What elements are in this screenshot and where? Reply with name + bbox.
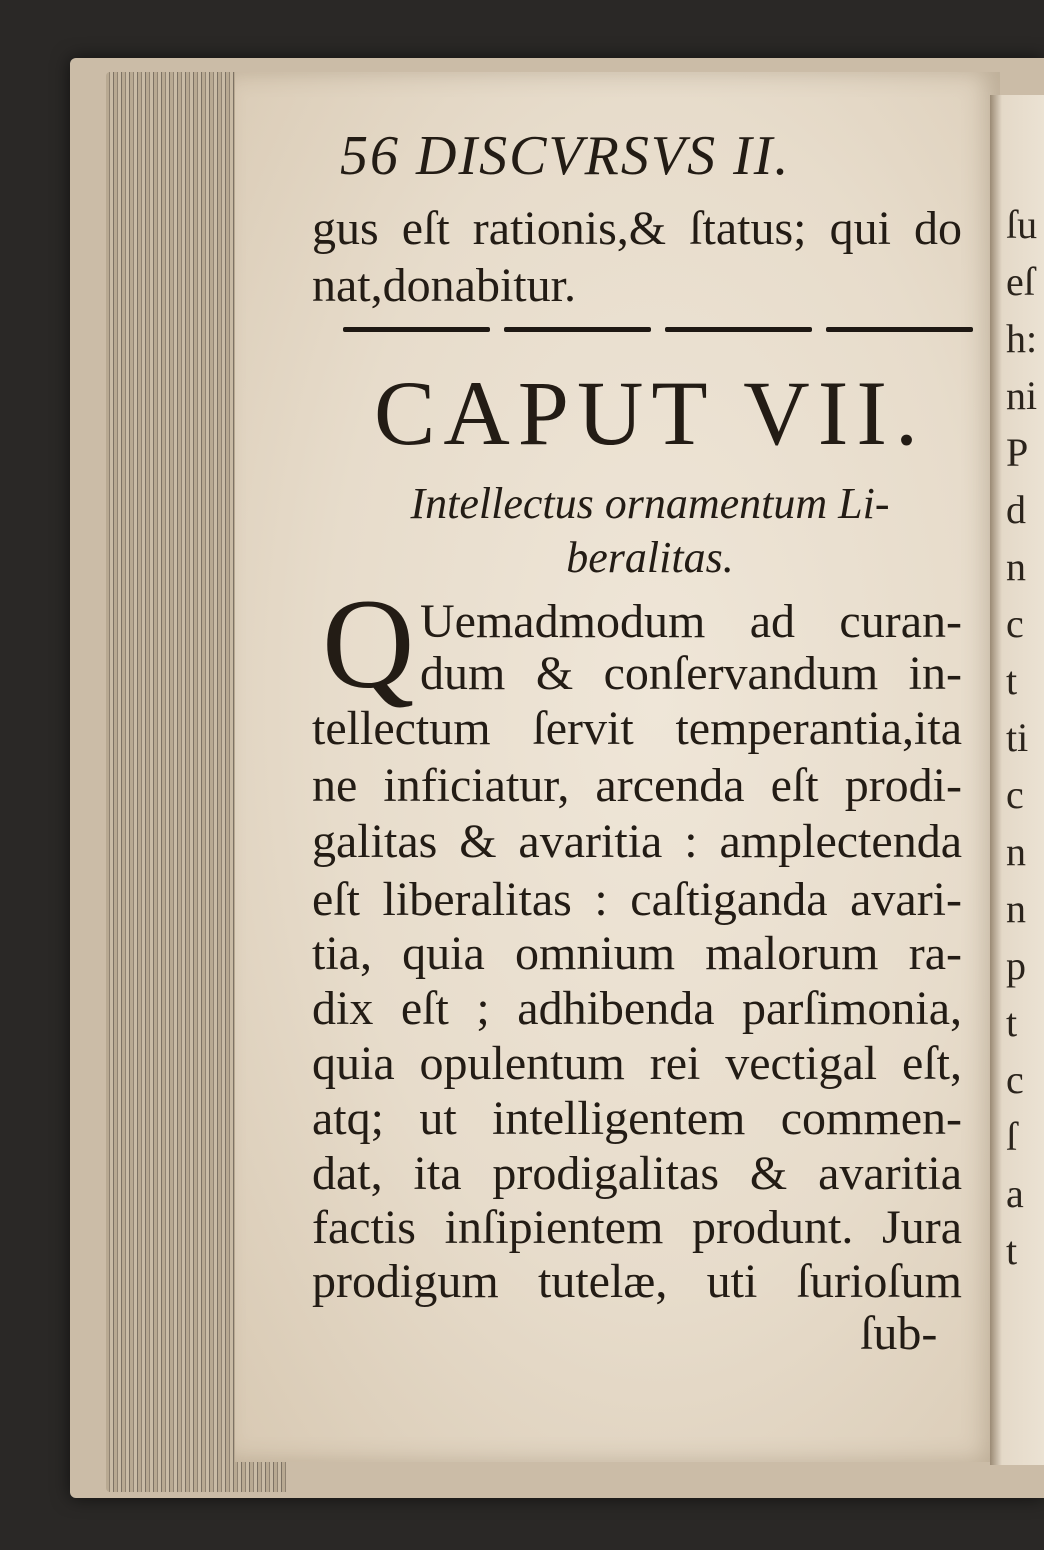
drop-capital: Q (322, 573, 415, 715)
body-line: dix eſt ; adhibenda parſimonia, (312, 982, 962, 1035)
facing-page-fragment: P (1006, 430, 1029, 475)
body-line: atq; ut intelligentem commen- (312, 1092, 962, 1145)
facing-page-fragment: ni (1006, 373, 1038, 418)
section-divider (343, 327, 973, 335)
body-line: quia opulentum rei vectigal eſt, (312, 1037, 962, 1090)
facing-page-fragment: ti (1006, 715, 1029, 760)
facing-page-fragment: ſu (1006, 202, 1038, 247)
facing-page-fragment: t (1006, 658, 1018, 703)
body-line: tia, quia omnium malorum ra- (312, 927, 962, 980)
facing-page-fragment: d (1006, 487, 1026, 532)
facing-page-fragment: eſ (1006, 259, 1035, 304)
body-line: dat, ita prodigalitas & avaritia (312, 1147, 962, 1200)
facing-page-fragment: p (1006, 943, 1026, 988)
body-line: dum & conſervandum in- (420, 647, 962, 700)
catchword: ſub- (860, 1307, 938, 1360)
facing-page-fragment: n (1006, 886, 1026, 931)
body-line: prodigum tutelæ, uti ſurioſum (312, 1255, 962, 1308)
facing-page-fragment: c (1006, 772, 1024, 817)
facing-page-fragment: t (1006, 1000, 1018, 1045)
body-line: eſt liberalitas : caſtiganda avari- (312, 873, 962, 926)
body-line: factis inſipientem produnt. Jura (312, 1201, 962, 1254)
facing-page-fragment: n (1006, 829, 1026, 874)
facing-page-edge (990, 95, 1044, 1465)
facing-page-fragment: ſ (1006, 1114, 1018, 1159)
chapter-subtitle-line-2: beralitas. (566, 533, 734, 582)
opening-line-2: nat,donabitur. (312, 259, 576, 312)
chapter-heading: CAPUT VII. (374, 362, 926, 464)
facing-page-fragment: c (1006, 1057, 1024, 1102)
body-line: tellectum ſervit temperantia,ita (312, 702, 962, 755)
facing-page-fragment: n (1006, 544, 1026, 589)
facing-page-fragment: t (1006, 1228, 1018, 1273)
facing-page-fragment: h: (1006, 316, 1038, 361)
body-line: Uemadmodum ad curan- (420, 595, 962, 648)
facing-page-fragment: a (1006, 1171, 1024, 1216)
body-line: galitas & avaritia : amplectenda (312, 815, 962, 868)
chapter-subtitle-line-1: Intellectus ornamentum Li- (410, 479, 890, 528)
body-line: ne inficiatur, arcenda eſt prodi- (312, 759, 962, 812)
facing-page-fragment: c (1006, 601, 1024, 646)
opening-line-1: gus eſt rationis,& ſtatus; qui do (312, 202, 962, 255)
running-head: 56 DISCVRSVS II. (340, 125, 791, 187)
